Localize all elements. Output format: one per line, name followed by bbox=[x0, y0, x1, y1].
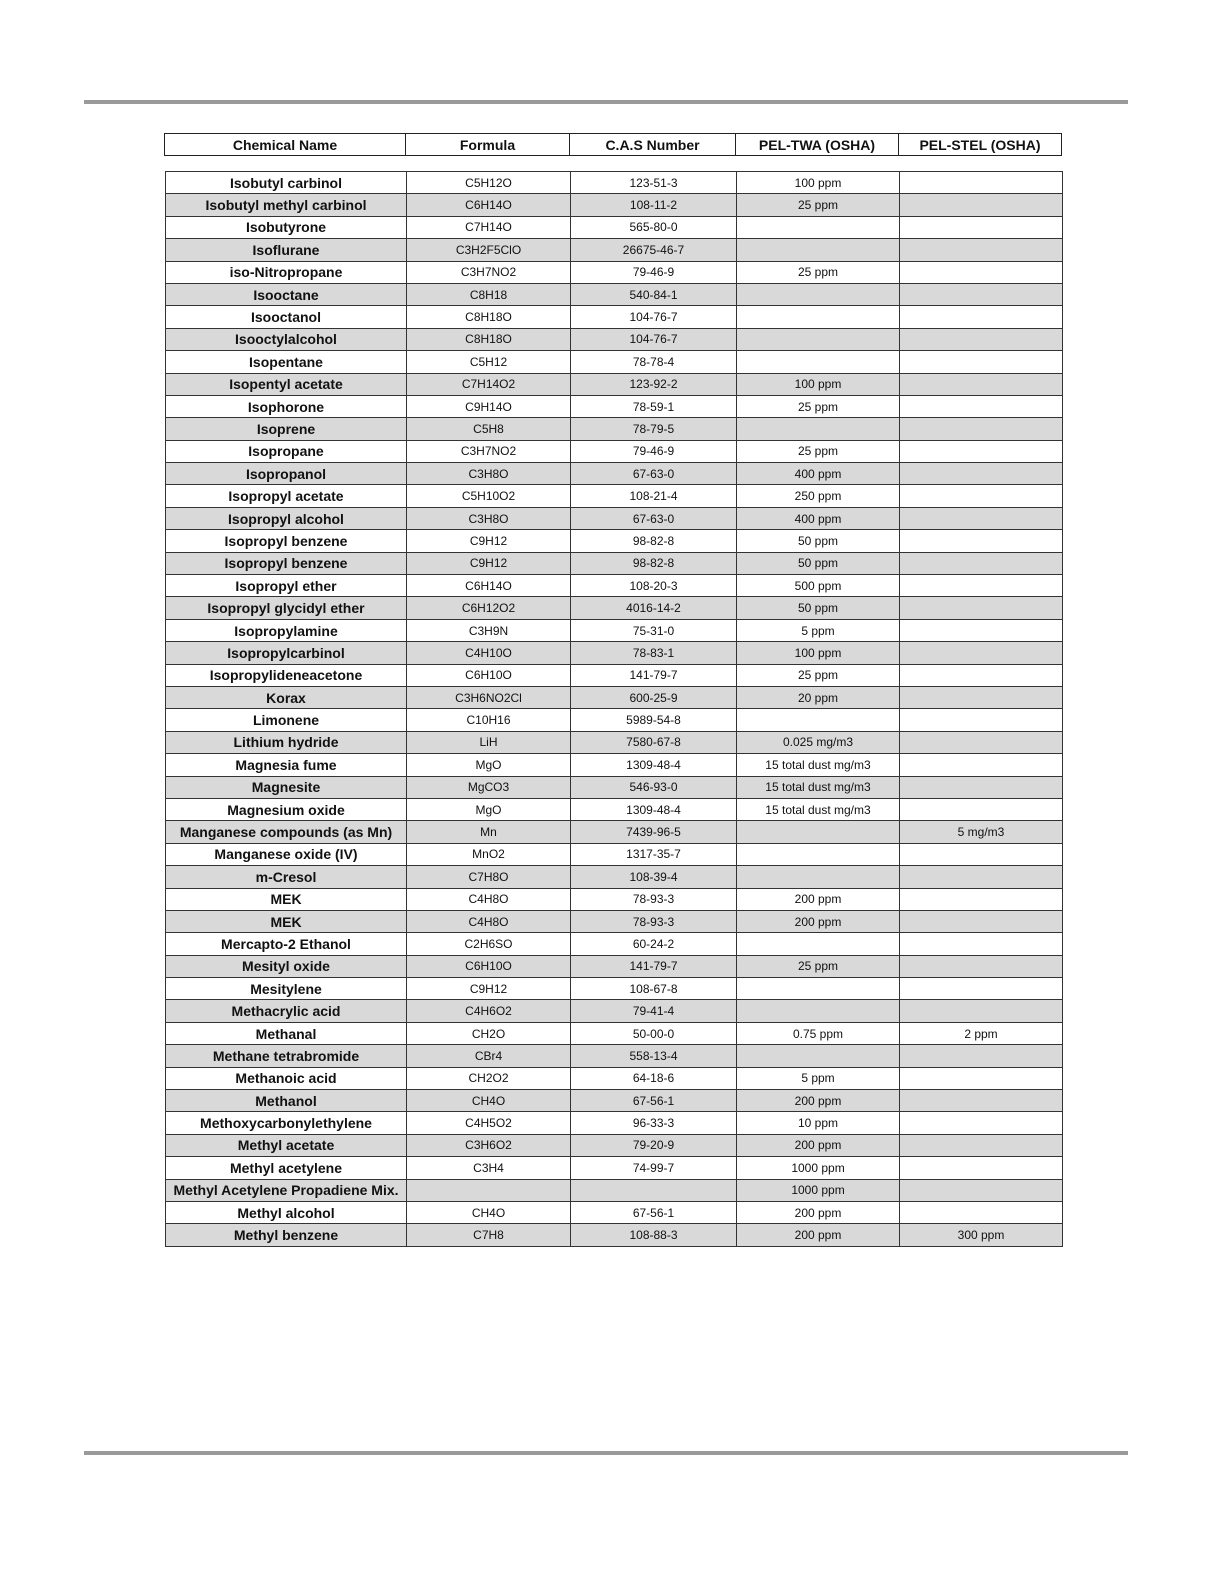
table-row bbox=[166, 1000, 1063, 1022]
pel-twa-cell: 100 ppm bbox=[737, 642, 900, 664]
pel-stel-cell bbox=[900, 955, 1063, 977]
pel-stel-cell bbox=[900, 664, 1063, 686]
pel-twa-cell: 1000 ppm bbox=[737, 1157, 900, 1179]
header-formula: Formula bbox=[406, 134, 570, 156]
cas-number-cell: 565-80-0 bbox=[571, 216, 737, 238]
pel-stel-cell: 300 ppm bbox=[900, 1224, 1063, 1246]
formula-cell: MgO bbox=[407, 798, 571, 820]
table-row bbox=[166, 1224, 1063, 1246]
pel-stel-cell bbox=[900, 731, 1063, 753]
formula-cell: CBr4 bbox=[407, 1045, 571, 1067]
chemical-name-cell: Methanol bbox=[166, 1090, 407, 1112]
cas-number-cell: 64-18-6 bbox=[571, 1067, 737, 1089]
chemical-name-cell: Isopropyl ether bbox=[166, 575, 407, 597]
pel-twa-cell bbox=[737, 328, 900, 350]
pel-stel-cell bbox=[900, 395, 1063, 417]
pel-twa-cell: 25 ppm bbox=[737, 194, 900, 216]
pel-twa-cell: 25 ppm bbox=[737, 664, 900, 686]
table-row bbox=[166, 530, 1063, 552]
chemical-name-cell: Isopropyl glycidyl ether bbox=[166, 597, 407, 619]
table-row bbox=[166, 373, 1063, 395]
pel-twa-cell: 20 ppm bbox=[737, 686, 900, 708]
chemical-name-cell: Methane tetrabromide bbox=[166, 1045, 407, 1067]
pel-twa-cell: 50 ppm bbox=[737, 552, 900, 574]
cas-number-cell: 108-20-3 bbox=[571, 575, 737, 597]
chemical-name-cell: iso-Nitropropane bbox=[166, 261, 407, 283]
chemical-name-cell: Isopropylcarbinol bbox=[166, 642, 407, 664]
pel-stel-cell bbox=[900, 261, 1063, 283]
cas-number-cell bbox=[571, 1179, 737, 1201]
table-row bbox=[166, 888, 1063, 910]
formula-cell: C8H18 bbox=[407, 283, 571, 305]
cas-number-cell: 108-11-2 bbox=[571, 194, 737, 216]
pel-stel-cell bbox=[900, 328, 1063, 350]
pel-twa-cell: 200 ppm bbox=[737, 1134, 900, 1156]
cas-number-cell: 540-84-1 bbox=[571, 283, 737, 305]
chemical-name-cell: Isooctanol bbox=[166, 306, 407, 328]
pel-stel-cell bbox=[900, 216, 1063, 238]
cas-number-cell: 1309-48-4 bbox=[571, 754, 737, 776]
header-cas-number: C.A.S Number bbox=[570, 134, 736, 156]
cas-number-cell: 600-25-9 bbox=[571, 686, 737, 708]
pel-twa-cell: 25 ppm bbox=[737, 261, 900, 283]
formula-cell: LiH bbox=[407, 731, 571, 753]
pel-twa-cell: 50 ppm bbox=[737, 530, 900, 552]
chemical-name-cell: Methanal bbox=[166, 1022, 407, 1044]
table-row bbox=[166, 1112, 1063, 1134]
chemical-name-cell: Isopentyl acetate bbox=[166, 373, 407, 395]
pel-twa-cell: 10 ppm bbox=[737, 1112, 900, 1134]
pel-stel-cell bbox=[900, 1090, 1063, 1112]
table-row bbox=[166, 216, 1063, 238]
cas-number-cell: 98-82-8 bbox=[571, 552, 737, 574]
formula-cell: C3H7NO2 bbox=[407, 261, 571, 283]
table-row bbox=[166, 642, 1063, 664]
formula-cell: C3H7NO2 bbox=[407, 440, 571, 462]
cas-number-cell: 104-76-7 bbox=[571, 306, 737, 328]
formula-cell: C3H4 bbox=[407, 1157, 571, 1179]
formula-cell: C2H6SO bbox=[407, 933, 571, 955]
cas-number-cell: 7580-67-8 bbox=[571, 731, 737, 753]
formula-cell: C4H8O bbox=[407, 910, 571, 932]
cas-number-cell: 78-78-4 bbox=[571, 351, 737, 373]
pel-twa-cell: 200 ppm bbox=[737, 888, 900, 910]
table-row bbox=[166, 552, 1063, 574]
footer-rule bbox=[84, 1451, 1128, 1455]
pel-stel-cell bbox=[900, 418, 1063, 440]
pel-stel-cell bbox=[900, 552, 1063, 574]
formula-cell: C7H14O2 bbox=[407, 373, 571, 395]
table-row bbox=[166, 955, 1063, 977]
pel-twa-cell bbox=[737, 978, 900, 1000]
formula-cell: C9H12 bbox=[407, 552, 571, 574]
pel-twa-cell: 250 ppm bbox=[737, 485, 900, 507]
formula-cell: C4H8O bbox=[407, 888, 571, 910]
pel-stel-cell bbox=[900, 910, 1063, 932]
pel-twa-cell: 50 ppm bbox=[737, 597, 900, 619]
formula-cell: C3H9N bbox=[407, 619, 571, 641]
cas-number-cell: 123-51-3 bbox=[571, 172, 737, 194]
pel-stel-cell bbox=[900, 1157, 1063, 1179]
pel-twa-cell bbox=[737, 306, 900, 328]
pel-twa-cell bbox=[737, 821, 900, 843]
pel-twa-cell: 200 ppm bbox=[737, 1201, 900, 1223]
chemical-name-cell: Isopropyl benzene bbox=[166, 552, 407, 574]
pel-stel-cell bbox=[900, 373, 1063, 395]
pel-twa-cell bbox=[737, 418, 900, 440]
chemical-name-cell: Isopropylideneacetone bbox=[166, 664, 407, 686]
pel-twa-cell: 25 ppm bbox=[737, 395, 900, 417]
table-row bbox=[166, 328, 1063, 350]
formula-cell: C9H12 bbox=[407, 978, 571, 1000]
pel-twa-cell bbox=[737, 709, 900, 731]
cas-number-cell: 79-41-4 bbox=[571, 1000, 737, 1022]
chemical-name-cell: Methanoic acid bbox=[166, 1067, 407, 1089]
chemical-name-cell: Methyl Acetylene Propadiene Mix. bbox=[166, 1179, 407, 1201]
cas-number-cell: 5989-54-8 bbox=[571, 709, 737, 731]
formula-cell: C3H6NO2Cl bbox=[407, 686, 571, 708]
chemical-name-cell: Mesitylene bbox=[166, 978, 407, 1000]
pel-twa-cell: 0.75 ppm bbox=[737, 1022, 900, 1044]
formula-cell: CH4O bbox=[407, 1201, 571, 1223]
cas-number-cell: 98-82-8 bbox=[571, 530, 737, 552]
chemical-name-cell: m-Cresol bbox=[166, 866, 407, 888]
pel-stel-cell bbox=[900, 709, 1063, 731]
cas-number-cell: 67-63-0 bbox=[571, 463, 737, 485]
pel-stel-cell bbox=[900, 507, 1063, 529]
cas-number-cell: 108-67-8 bbox=[571, 978, 737, 1000]
pel-twa-cell: 5 ppm bbox=[737, 619, 900, 641]
cas-number-cell: 1317-35-7 bbox=[571, 843, 737, 865]
chemical-name-cell: Isopropanol bbox=[166, 463, 407, 485]
pel-twa-cell bbox=[737, 866, 900, 888]
pel-stel-cell bbox=[900, 485, 1063, 507]
chemical-name-cell: Methyl benzene bbox=[166, 1224, 407, 1246]
table-row bbox=[166, 1179, 1063, 1201]
chemical-name-cell: MEK bbox=[166, 888, 407, 910]
pel-stel-cell bbox=[900, 530, 1063, 552]
pel-twa-cell: 25 ppm bbox=[737, 440, 900, 462]
formula-cell: C4H10O bbox=[407, 642, 571, 664]
chemical-name-cell: Methyl acetylene bbox=[166, 1157, 407, 1179]
chemical-name-cell: Mesityl oxide bbox=[166, 955, 407, 977]
table-row bbox=[166, 283, 1063, 305]
pel-twa-cell bbox=[737, 283, 900, 305]
table-row bbox=[166, 978, 1063, 1000]
pel-twa-cell: 15 total dust mg/m3 bbox=[737, 754, 900, 776]
pel-twa-cell bbox=[737, 1000, 900, 1022]
cas-number-cell: 67-56-1 bbox=[571, 1201, 737, 1223]
pel-stel-cell bbox=[900, 1179, 1063, 1201]
header-row bbox=[165, 134, 1062, 156]
pel-twa-cell: 15 total dust mg/m3 bbox=[737, 798, 900, 820]
formula-cell: C7H14O bbox=[407, 216, 571, 238]
chemical-table bbox=[165, 171, 1063, 1247]
cas-number-cell: 1309-48-4 bbox=[571, 798, 737, 820]
pel-twa-cell: 400 ppm bbox=[737, 463, 900, 485]
chemical-table-body bbox=[166, 172, 1063, 1247]
table-row bbox=[166, 1157, 1063, 1179]
cas-number-cell: 26675-46-7 bbox=[571, 239, 737, 261]
header-pel-stel: PEL-STEL (OSHA) bbox=[899, 134, 1062, 156]
cas-number-cell: 79-46-9 bbox=[571, 261, 737, 283]
table-row bbox=[166, 395, 1063, 417]
pel-stel-cell bbox=[900, 619, 1063, 641]
chemical-name-cell: Magnesite bbox=[166, 776, 407, 798]
pel-stel-cell bbox=[900, 686, 1063, 708]
table-row bbox=[166, 418, 1063, 440]
chemical-name-cell: Methyl acetate bbox=[166, 1134, 407, 1156]
table-row bbox=[166, 731, 1063, 753]
table-row bbox=[166, 933, 1063, 955]
table-row bbox=[166, 172, 1063, 194]
table-row bbox=[166, 440, 1063, 462]
cas-number-cell: 79-46-9 bbox=[571, 440, 737, 462]
formula-cell: C9H14O bbox=[407, 395, 571, 417]
chemical-name-cell: Isoprene bbox=[166, 418, 407, 440]
table-row bbox=[166, 866, 1063, 888]
pel-stel-cell bbox=[900, 888, 1063, 910]
formula-cell: C8H18O bbox=[407, 306, 571, 328]
pel-stel-cell bbox=[900, 776, 1063, 798]
cas-number-cell: 7439-96-5 bbox=[571, 821, 737, 843]
cas-number-cell: 75-31-0 bbox=[571, 619, 737, 641]
cas-number-cell: 67-56-1 bbox=[571, 1090, 737, 1112]
table-row bbox=[166, 597, 1063, 619]
pel-twa-cell: 100 ppm bbox=[737, 373, 900, 395]
chemical-name-cell: Isopropylamine bbox=[166, 619, 407, 641]
pel-twa-cell: 1000 ppm bbox=[737, 1179, 900, 1201]
chemical-name-cell: Limonene bbox=[166, 709, 407, 731]
pel-twa-cell: 5 ppm bbox=[737, 1067, 900, 1089]
chemical-name-cell: Isopentane bbox=[166, 351, 407, 373]
cas-number-cell: 546-93-0 bbox=[571, 776, 737, 798]
pel-stel-cell bbox=[900, 1000, 1063, 1022]
chemical-name-cell: Korax bbox=[166, 686, 407, 708]
pel-twa-cell: 200 ppm bbox=[737, 910, 900, 932]
table-row bbox=[166, 1090, 1063, 1112]
pel-twa-cell bbox=[737, 843, 900, 865]
chemical-name-cell: Isopropyl acetate bbox=[166, 485, 407, 507]
table-row bbox=[166, 1022, 1063, 1044]
formula-cell: Mn bbox=[407, 821, 571, 843]
pel-twa-cell: 15 total dust mg/m3 bbox=[737, 776, 900, 798]
pel-stel-cell bbox=[900, 306, 1063, 328]
formula-cell: C7H8O bbox=[407, 866, 571, 888]
pel-twa-cell bbox=[737, 933, 900, 955]
table-row bbox=[166, 798, 1063, 820]
pel-stel-cell: 5 mg/m3 bbox=[900, 821, 1063, 843]
chemical-name-cell: Isobutyl carbinol bbox=[166, 172, 407, 194]
chemical-name-cell: Magnesia fume bbox=[166, 754, 407, 776]
cas-number-cell: 78-93-3 bbox=[571, 910, 737, 932]
chemical-name-cell: Isopropyl alcohol bbox=[166, 507, 407, 529]
cas-number-cell: 74-99-7 bbox=[571, 1157, 737, 1179]
chemical-name-cell: Isooctylalcohol bbox=[166, 328, 407, 350]
chemical-name-cell: Isopropane bbox=[166, 440, 407, 462]
header-chemical-name: Chemical Name bbox=[165, 134, 406, 156]
pel-twa-cell: 0.025 mg/m3 bbox=[737, 731, 900, 753]
formula-cell: C9H12 bbox=[407, 530, 571, 552]
pel-twa-cell: 200 ppm bbox=[737, 1224, 900, 1246]
pel-twa-cell bbox=[737, 351, 900, 373]
column-header-table bbox=[164, 133, 1062, 156]
cas-number-cell: 67-63-0 bbox=[571, 507, 737, 529]
pel-stel-cell bbox=[900, 798, 1063, 820]
cas-number-cell: 141-79-7 bbox=[571, 955, 737, 977]
table-row bbox=[166, 194, 1063, 216]
formula-cell: C6H14O bbox=[407, 575, 571, 597]
table-row bbox=[166, 261, 1063, 283]
formula-cell: C6H10O bbox=[407, 955, 571, 977]
pel-stel-cell bbox=[900, 239, 1063, 261]
formula-cell: C3H8O bbox=[407, 463, 571, 485]
cas-number-cell: 78-59-1 bbox=[571, 395, 737, 417]
chemical-name-cell: Isoflurane bbox=[166, 239, 407, 261]
table-row bbox=[166, 1201, 1063, 1223]
formula-cell: C10H16 bbox=[407, 709, 571, 731]
pel-twa-cell bbox=[737, 216, 900, 238]
table-row bbox=[166, 686, 1063, 708]
pel-twa-cell: 100 ppm bbox=[737, 172, 900, 194]
chemical-name-cell: Isophorone bbox=[166, 395, 407, 417]
pel-stel-cell bbox=[900, 283, 1063, 305]
table-row bbox=[166, 306, 1063, 328]
pel-stel-cell bbox=[900, 866, 1063, 888]
table-row bbox=[166, 239, 1063, 261]
formula-cell: CH2O2 bbox=[407, 1067, 571, 1089]
pel-stel-cell bbox=[900, 978, 1063, 1000]
pel-stel-cell bbox=[900, 440, 1063, 462]
pel-stel-cell: 2 ppm bbox=[900, 1022, 1063, 1044]
formula-cell: C8H18O bbox=[407, 328, 571, 350]
formula-cell: C5H8 bbox=[407, 418, 571, 440]
table-row bbox=[166, 507, 1063, 529]
chemical-name-cell: Manganese oxide (IV) bbox=[166, 843, 407, 865]
header-rule bbox=[84, 100, 1128, 104]
cas-number-cell: 96-33-3 bbox=[571, 1112, 737, 1134]
table-row bbox=[166, 776, 1063, 798]
pel-stel-cell bbox=[900, 1112, 1063, 1134]
cas-number-cell: 50-00-0 bbox=[571, 1022, 737, 1044]
formula-cell: MgCO3 bbox=[407, 776, 571, 798]
table-row bbox=[166, 709, 1063, 731]
formula-cell: C5H12 bbox=[407, 351, 571, 373]
chemical-name-cell: Methyl alcohol bbox=[166, 1201, 407, 1223]
chemical-name-cell: Isobutyrone bbox=[166, 216, 407, 238]
pel-stel-cell bbox=[900, 1134, 1063, 1156]
formula-cell: C3H6O2 bbox=[407, 1134, 571, 1156]
pel-stel-cell bbox=[900, 575, 1063, 597]
pel-stel-cell bbox=[900, 172, 1063, 194]
table-row bbox=[166, 485, 1063, 507]
cas-number-cell: 60-24-2 bbox=[571, 933, 737, 955]
table-row bbox=[166, 1045, 1063, 1067]
formula-cell bbox=[407, 1179, 571, 1201]
pel-stel-cell bbox=[900, 933, 1063, 955]
formula-cell: C3H8O bbox=[407, 507, 571, 529]
pel-stel-cell bbox=[900, 642, 1063, 664]
cas-number-cell: 79-20-9 bbox=[571, 1134, 737, 1156]
pel-stel-cell bbox=[900, 754, 1063, 776]
pel-stel-cell bbox=[900, 351, 1063, 373]
table-row bbox=[166, 664, 1063, 686]
chemical-name-cell: Methacrylic acid bbox=[166, 1000, 407, 1022]
pel-stel-cell bbox=[900, 194, 1063, 216]
chemical-name-cell: Isopropyl benzene bbox=[166, 530, 407, 552]
cas-number-cell: 4016-14-2 bbox=[571, 597, 737, 619]
cas-number-cell: 108-88-3 bbox=[571, 1224, 737, 1246]
formula-cell: C4H6O2 bbox=[407, 1000, 571, 1022]
table-row bbox=[166, 821, 1063, 843]
cas-number-cell: 558-13-4 bbox=[571, 1045, 737, 1067]
table-row bbox=[166, 619, 1063, 641]
pel-twa-cell: 400 ppm bbox=[737, 507, 900, 529]
chemical-name-cell: Lithium hydride bbox=[166, 731, 407, 753]
formula-cell: MgO bbox=[407, 754, 571, 776]
formula-cell: C5H12O bbox=[407, 172, 571, 194]
pel-stel-cell bbox=[900, 463, 1063, 485]
pel-stel-cell bbox=[900, 1201, 1063, 1223]
header-pel-twa: PEL-TWA (OSHA) bbox=[736, 134, 899, 156]
cas-number-cell: 108-21-4 bbox=[571, 485, 737, 507]
formula-cell: C6H12O2 bbox=[407, 597, 571, 619]
chemical-name-cell: Magnesium oxide bbox=[166, 798, 407, 820]
chemical-name-cell: Manganese compounds (as Mn) bbox=[166, 821, 407, 843]
formula-cell: MnO2 bbox=[407, 843, 571, 865]
formula-cell: C5H10O2 bbox=[407, 485, 571, 507]
formula-cell: C7H8 bbox=[407, 1224, 571, 1246]
pel-twa-cell: 200 ppm bbox=[737, 1090, 900, 1112]
formula-cell: C4H5O2 bbox=[407, 1112, 571, 1134]
chemical-name-cell: Isooctane bbox=[166, 283, 407, 305]
chemical-name-cell: Methoxycarbonylethylene bbox=[166, 1112, 407, 1134]
chemical-name-cell: Mercapto-2 Ethanol bbox=[166, 933, 407, 955]
table-row bbox=[166, 910, 1063, 932]
table-row bbox=[166, 754, 1063, 776]
pel-stel-cell bbox=[900, 1045, 1063, 1067]
pel-stel-cell bbox=[900, 597, 1063, 619]
cas-number-cell: 78-79-5 bbox=[571, 418, 737, 440]
cas-number-cell: 104-76-7 bbox=[571, 328, 737, 350]
pel-twa-cell bbox=[737, 1045, 900, 1067]
pel-twa-cell bbox=[737, 239, 900, 261]
chemical-name-cell: Isobutyl methyl carbinol bbox=[166, 194, 407, 216]
table-row bbox=[166, 1134, 1063, 1156]
cas-number-cell: 141-79-7 bbox=[571, 664, 737, 686]
formula-cell: CH2O bbox=[407, 1022, 571, 1044]
pel-twa-cell: 500 ppm bbox=[737, 575, 900, 597]
cas-number-cell: 123-92-2 bbox=[571, 373, 737, 395]
pel-stel-cell bbox=[900, 1067, 1063, 1089]
pel-twa-cell: 25 ppm bbox=[737, 955, 900, 977]
formula-cell: C3H2F5ClO bbox=[407, 239, 571, 261]
table-row bbox=[166, 351, 1063, 373]
formula-cell: C6H10O bbox=[407, 664, 571, 686]
table-row bbox=[166, 1067, 1063, 1089]
formula-cell: CH4O bbox=[407, 1090, 571, 1112]
chemical-name-cell: MEK bbox=[166, 910, 407, 932]
table-row bbox=[166, 575, 1063, 597]
pel-stel-cell bbox=[900, 843, 1063, 865]
cas-number-cell: 78-83-1 bbox=[571, 642, 737, 664]
formula-cell: C6H14O bbox=[407, 194, 571, 216]
table-row bbox=[166, 463, 1063, 485]
table-row bbox=[166, 843, 1063, 865]
cas-number-cell: 108-39-4 bbox=[571, 866, 737, 888]
cas-number-cell: 78-93-3 bbox=[571, 888, 737, 910]
